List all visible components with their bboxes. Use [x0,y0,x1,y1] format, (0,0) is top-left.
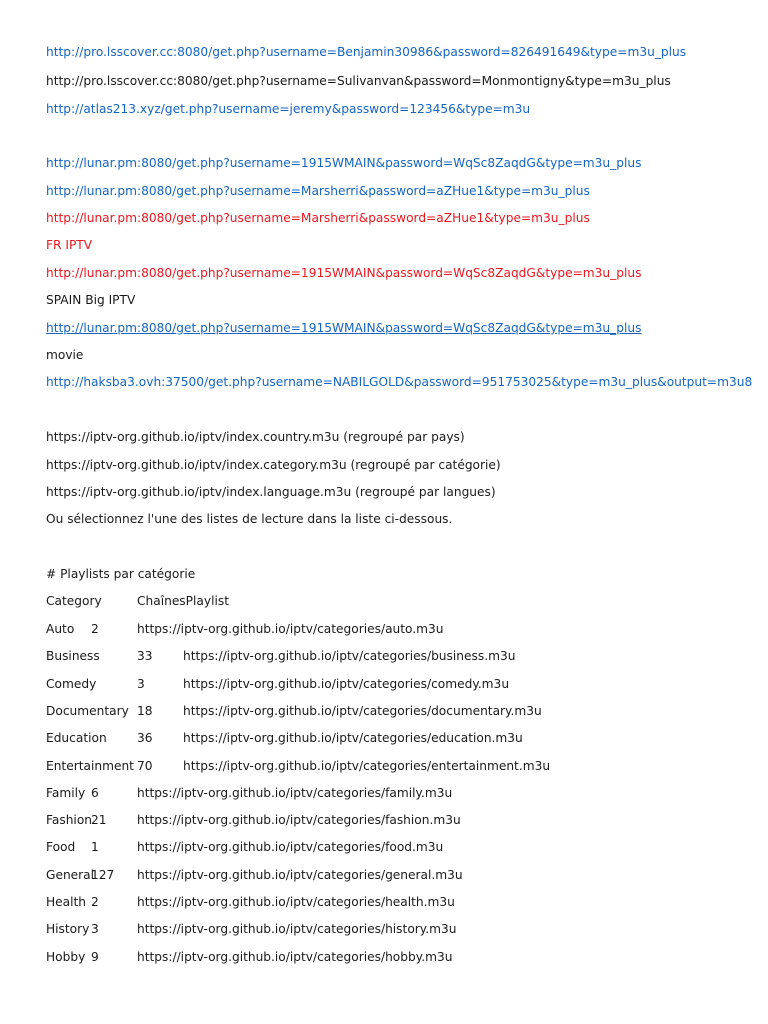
category-url: https://iptv-org.github.io/iptv/categories/food.m3u [137,840,444,854]
category-name: History [46,922,90,936]
iptv-link-red[interactable]: http://lunar.pm:8080/get.php?username=1915WMAIN&password=WqSc8ZaqdG&type=m3u_plus [46,266,642,280]
header-channels-playlist: ChaînesPlaylist [137,594,229,608]
iptv-link[interactable]: http://pro.lsscover.cc:8080/get.php?username=Benjamin30986&password=826491649&type=m3u_plus [46,45,687,59]
category-name: Health [46,895,87,909]
category-count: 18 [137,704,153,718]
iptv-link[interactable]: http://atlas213.xyz/get.php?username=jeremy&password=123456&type=m3u [46,102,531,116]
category-count: 70 [137,759,153,773]
category-name: Auto [46,622,75,636]
category-name: Entertainment [46,759,134,773]
fr-iptv-label: FR IPTV [46,238,93,252]
category-name: Fashion [46,813,92,827]
category-count: 9 [91,950,99,964]
category-name: Documentary [46,704,129,718]
category-name: Comedy [46,677,97,691]
category-url: https://iptv-org.github.io/iptv/categories/auto.m3u [137,622,444,636]
category-count: 3 [91,922,99,936]
category-url: https://iptv-org.github.io/iptv/categories/entertainment.m3u [183,759,551,773]
category-url: https://iptv-org.github.io/iptv/categories/business.m3u [183,649,516,663]
category-count: 36 [137,731,153,745]
category-url: https://iptv-org.github.io/iptv/categories/hobby.m3u [137,950,453,964]
category-name: Education [46,731,107,745]
category-url: https://iptv-org.github.io/iptv/categories/general.m3u [137,868,463,882]
playlist-note: Ou sélectionnez l'une des listes de lecture dans la liste ci-dessous. [46,512,453,526]
category-count: 127 [91,868,115,882]
category-count: 2 [91,622,99,636]
spain-iptv-label: SPAIN Big IPTV [46,293,136,307]
category-count: 1 [91,840,99,854]
iptv-link-red[interactable]: http://lunar.pm:8080/get.php?username=Marsherri&password=aZHue1&type=m3u_plus [46,211,590,225]
category-name: Family [46,786,86,800]
category-url: https://iptv-org.github.io/iptv/categories/fashion.m3u [137,813,461,827]
movie-label: movie [46,348,84,362]
category-count: 33 [137,649,153,663]
category-url: https://iptv-org.github.io/iptv/categories/documentary.m3u [183,704,542,718]
header-category: Category [46,594,102,608]
category-name: Food [46,840,76,854]
category-url: https://iptv-org.github.io/iptv/categories/family.m3u [137,786,453,800]
category-name: Business [46,649,100,663]
iptv-link[interactable]: http://haksba3.ovh:37500/get.php?username=NABILGOLD&password=951753025&type=m3u_plus&output=m3u8 [46,375,753,389]
category-url: https://iptv-org.github.io/iptv/categories/history.m3u [137,922,457,936]
section-heading: # Playlists par catégorie [46,567,196,581]
category-url: https://iptv-org.github.io/iptv/categories/comedy.m3u [183,677,510,691]
category-url: https://iptv-org.github.io/iptv/categories/education.m3u [183,731,523,745]
category-name: Hobby [46,950,86,964]
category-count: 6 [91,786,99,800]
iptv-hyperlink[interactable]: http://lunar.pm:8080/get.php?username=1915WMAIN&password=WqSc8ZaqdG&type=m3u_plus [46,321,642,335]
category-url: https://iptv-org.github.io/iptv/categories/health.m3u [137,895,455,909]
iptv-link[interactable]: http://lunar.pm:8080/get.php?username=Marsherri&password=aZHue1&type=m3u_plus [46,184,590,198]
iptv-link[interactable]: http://lunar.pm:8080/get.php?username=1915WMAIN&password=WqSc8ZaqdG&type=m3u_plus [46,156,642,170]
category-count: 21 [91,813,107,827]
category-count: 3 [137,677,145,691]
category-count: 2 [91,895,99,909]
playlist-line: https://iptv-org.github.io/iptv/index.country.m3u (regroupé par pays) [46,430,465,444]
category-name: General [46,868,95,882]
iptv-link-plain: http://pro.lsscover.cc:8080/get.php?username=Sulivanvan&password=Monmontigny&type=m3u_plus [46,74,671,88]
playlist-line: https://iptv-org.github.io/iptv/index.category.m3u (regroupé par catégorie) [46,458,501,472]
playlist-line: https://iptv-org.github.io/iptv/index.language.m3u (regroupé par langues) [46,485,496,499]
